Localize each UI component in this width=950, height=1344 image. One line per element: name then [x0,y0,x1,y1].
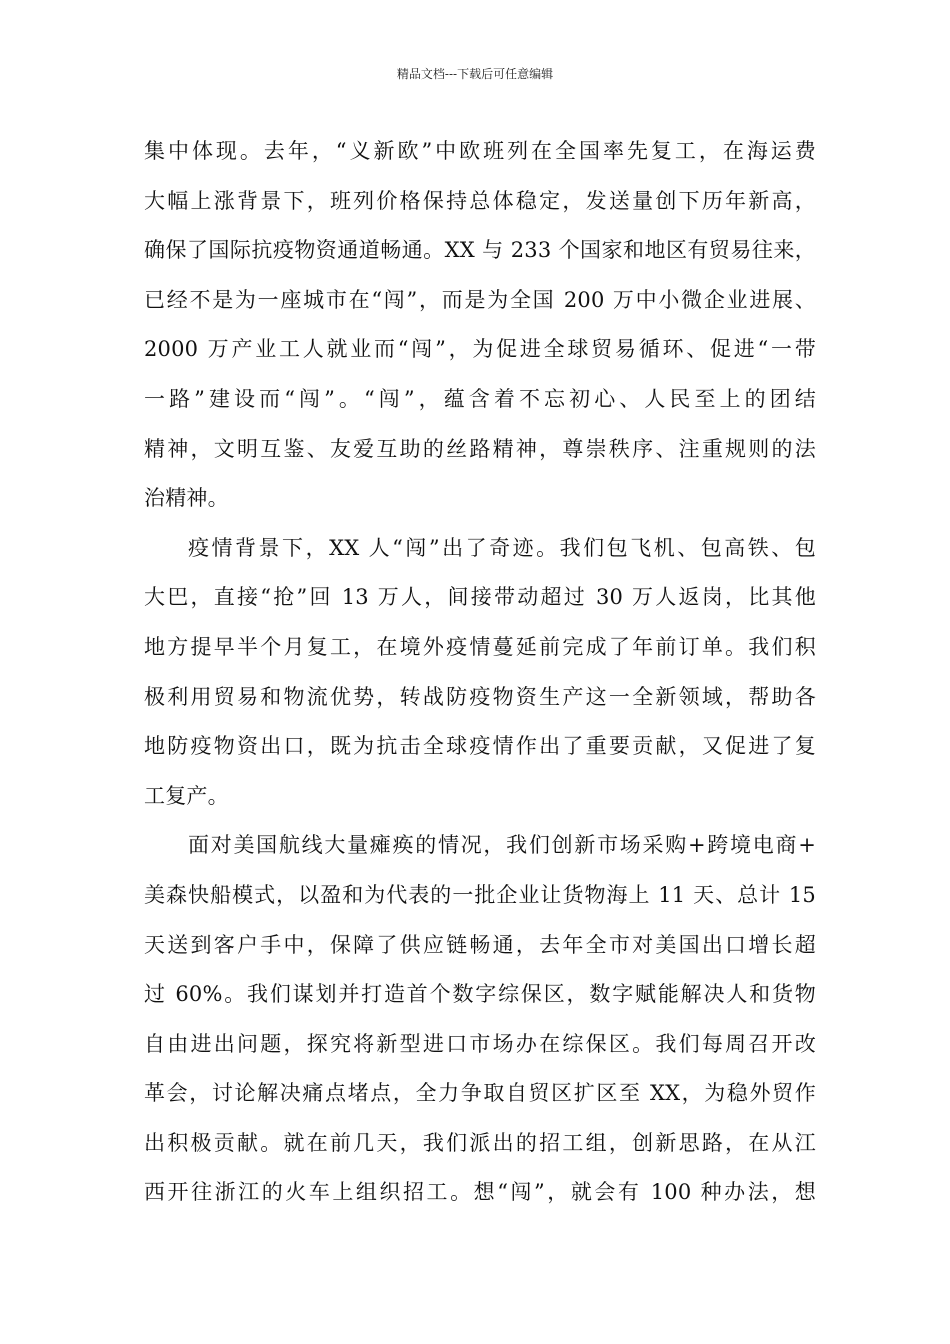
text-line: 疫情背景下，XX 人“闯”出了奇迹。我们包飞机、包高铁、包 [188,535,816,560]
text-line: 过 60%。我们谋划并打造首个数字综保区，数字赋能解决人和货物 [144,982,816,1007]
paragraph-1 [144,127,816,524]
text-line: 治精神。 [144,486,229,511]
text-line: 精神，文明互鉴、友爱互助的丝路精神，尊崇秩序、注重规则的法 [144,436,816,461]
text-line: 极利用贸易和物流优势，转战防疫物资生产这一全新领域，帮助各 [144,684,816,709]
paragraph-2 [144,524,816,822]
text-line: 自由进出问题，探究将新型进口市场办在综保区。我们每周召开改 [144,1031,816,1056]
text-line: 2000 万产业工人就业而“闯”，为促进全球贸易循环、促进“一带 [144,337,816,362]
paragraph-3 [144,821,816,1218]
text-line: 天送到客户手中，保障了供应链畅通，去年全市对美国出口增长超 [144,932,816,957]
text-line: 确保了国际抗疫物资通道畅通。XX 与 233 个国家和地区有贸易往来， [144,238,816,263]
text-line: 美森快船模式，以盈和为代表的一批企业让货物海上 11 天、总计 15 [144,882,816,907]
text-line: 一路”建设而“闯”。“闯”，蕴含着不忘初心、人民至上的团结 [144,386,816,411]
text-line: 地防疫物资出口，既为抗击全球疫情作出了重要贡献，又促进了复 [144,734,816,759]
text-line: 大幅上涨背景下，班列价格保持总体稳定，发送量创下历年新高， [144,188,816,213]
text-line: 面对美国航线大量瘫痪的情况，我们创新市场采购+跨境电商+ [188,833,816,858]
text-line: 出积极贡献。就在前几天，我们派出的招工组，创新思路，在从江 [144,1130,816,1155]
document-body [144,127,816,1218]
text-line: 已经不是为一座城市在“闯”，而是为全国 200 万中小微企业进展、 [144,287,816,312]
text-line: 大巴，直接“抢”回 13 万人，间接带动超过 30 万人返岗，比其他 [144,585,816,610]
text-line: 革会，讨论解决痛点堵点，全力争取自贸区扩区至 XX，为稳外贸作 [144,1081,816,1106]
page-header: 精品文档---下载后可任意编辑 [396,67,554,81]
text-line: 工复产。 [144,783,229,808]
text-line: 集中体现。去年，“义新欧”中欧班列在全国率先复工，在海运费 [144,139,816,163]
text-line: 西开往浙江的火车上组织招工。想“闯”，就会有 100 种办法，想 [144,1180,816,1205]
text-line: 地方提早半个月复工，在境外疫情蔓延前完成了年前订单。我们积 [144,634,816,659]
